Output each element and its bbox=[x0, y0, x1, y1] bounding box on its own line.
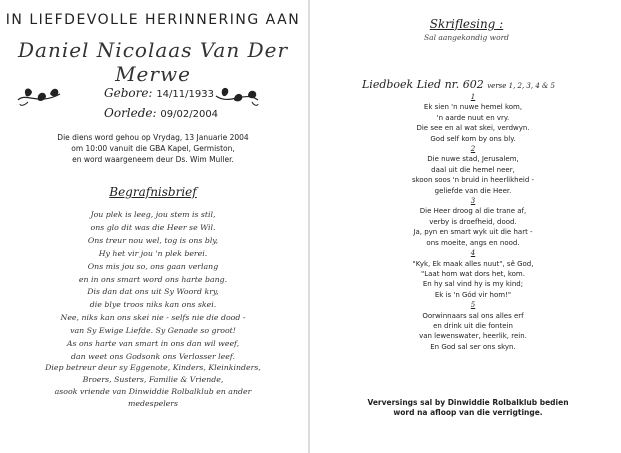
verse-line: En hy sal vind hy is my kind; bbox=[422, 280, 524, 289]
mourners-list bbox=[16, 362, 290, 410]
verse-number: 1 bbox=[470, 93, 476, 101]
mourners-line: Broers, Susters, Familie & Vriende, bbox=[82, 375, 224, 384]
service-details bbox=[28, 132, 278, 165]
verse-line: geliefde van die Heer. bbox=[434, 186, 512, 195]
verse-line: Ja, pyn en smart wyk uit die hart - bbox=[413, 228, 533, 237]
verse-number: 4 bbox=[470, 249, 476, 258]
poem-line: die blye troos niks kan ons skei. bbox=[89, 300, 217, 310]
hymn-verses bbox=[378, 92, 568, 352]
life-dates bbox=[104, 84, 254, 124]
service-line: en word waargeneem deur Ds. Wim Muller. bbox=[72, 155, 234, 164]
verse-line: skoon soos 'n bruid in heerlikheid - bbox=[411, 176, 535, 185]
verse-block bbox=[378, 300, 568, 352]
poem-line: Nee, niks kan ons skei nie - selfs nie die dood - bbox=[60, 313, 246, 323]
poem-line: As ons harte van smart in ons dan wil weef, bbox=[66, 339, 240, 349]
poem-line: van Sy Ewige Liefde. Sy Genade so groot! bbox=[70, 326, 236, 336]
verse-number: 3 bbox=[470, 197, 476, 206]
verse-block bbox=[378, 92, 568, 144]
verse-number: 2 bbox=[470, 145, 476, 154]
died-date: 09/02/2004 bbox=[160, 109, 219, 120]
verse-block bbox=[378, 196, 568, 248]
service-line: Die diens word gehou op Vrydag, 13 Januarie 2004 bbox=[57, 133, 249, 142]
deceased-name: Daniel Nicolaas Van Der Merwe bbox=[17, 38, 289, 86]
verse-number: 5 bbox=[470, 301, 476, 310]
note-line: word na afloop van die verrigtinge. bbox=[393, 408, 543, 417]
verse-line: van lewenswater, heerlik, rein. bbox=[419, 332, 527, 341]
verse-line: God self kom by ons bly. bbox=[430, 134, 516, 143]
verse-line: "Laat hom wat dors het, kom. bbox=[421, 269, 525, 278]
page-fold bbox=[308, 0, 310, 453]
leaf-ornament-left-icon bbox=[16, 84, 62, 110]
service-line: om 10:00 vanuit die GBA Kapel, Germiston, bbox=[71, 144, 235, 153]
note-line: Verversings sal by Dinwiddie Rolbalklub bedien bbox=[367, 398, 569, 407]
mourners-line: medespelers bbox=[127, 399, 179, 408]
poem-line: Ons treur nou wel, tog is ons bly, bbox=[87, 235, 219, 245]
died-label: Oorlede: bbox=[104, 106, 157, 120]
reading-subtitle: Sal aangekondig word bbox=[423, 33, 509, 42]
verse-line: Oorwinnaars sal ons alles erf bbox=[422, 311, 524, 320]
refreshment-note bbox=[348, 398, 588, 418]
verse-block bbox=[378, 144, 568, 196]
poem-line: Hy het vir jou 'n plek berei. bbox=[98, 248, 208, 258]
born-label: Gebore: bbox=[104, 86, 153, 100]
farewell-title: Begrafnisbrief bbox=[109, 185, 197, 199]
verse-block bbox=[378, 248, 568, 300]
mourners-line: asook vriende van Dinwiddie Rolbalklub en ander bbox=[54, 387, 252, 396]
poem-line: Dis dan dat ons uit Sy Woord kry, bbox=[87, 287, 219, 297]
poem-line: dan weet ons Godsonk ons Verlosser leef. bbox=[71, 351, 235, 361]
verse-line: "Kyk, Ek maak alles nuut", sê God, bbox=[412, 259, 534, 268]
verse-line: verby is droefheid, dood. bbox=[429, 217, 517, 226]
verse-line: Die nuwe stad, Jerusalem, bbox=[427, 155, 519, 164]
verse-line: Die Heer droog al die trane af, bbox=[419, 207, 527, 216]
poem-line: Jou plek is leeg, jou stem is stil, bbox=[90, 210, 216, 219]
verse-line: Ek is 'n Gód vir hom!" bbox=[434, 290, 512, 299]
poem-line: Ons mis jou so, ons gaan verlang bbox=[87, 261, 219, 271]
verse-line: en drink uit die fontein bbox=[433, 321, 513, 330]
verse-line: daal uit die hemel neer, bbox=[431, 165, 515, 174]
mourners-line: Diep betreur deur sy Eggenote, Kinders, Kleinkinders, bbox=[45, 363, 261, 372]
hymn-verse-list: verse 1, 2, 3, 4 & 5 bbox=[487, 82, 555, 90]
reading-title: Skriflesing : bbox=[429, 17, 504, 31]
farewell-poem bbox=[28, 209, 278, 364]
poem-line: en in ons smart word ons harte bang. bbox=[78, 274, 228, 284]
verse-line: En God sal ser ons skyn. bbox=[430, 342, 516, 351]
verse-line: 'n aarde nuut en vry. bbox=[436, 113, 510, 122]
memorial-heading: IN LIEFDEVOLLE HERINNERING AAN bbox=[5, 12, 301, 28]
verse-line: ons moeite, angs en nood. bbox=[426, 238, 520, 247]
hymn-heading bbox=[362, 78, 602, 91]
verse-line: Die see en al wat skei, verdwyn. bbox=[416, 124, 530, 133]
verse-line: Ek sien 'n nuwe hemel kom, bbox=[423, 103, 523, 112]
poem-line: ons glo dit was die Heer se Wil. bbox=[90, 222, 216, 232]
hymn-title: Liedboek Lied nr. 602 bbox=[362, 78, 484, 91]
born-date: 14/11/1933 bbox=[156, 89, 214, 100]
